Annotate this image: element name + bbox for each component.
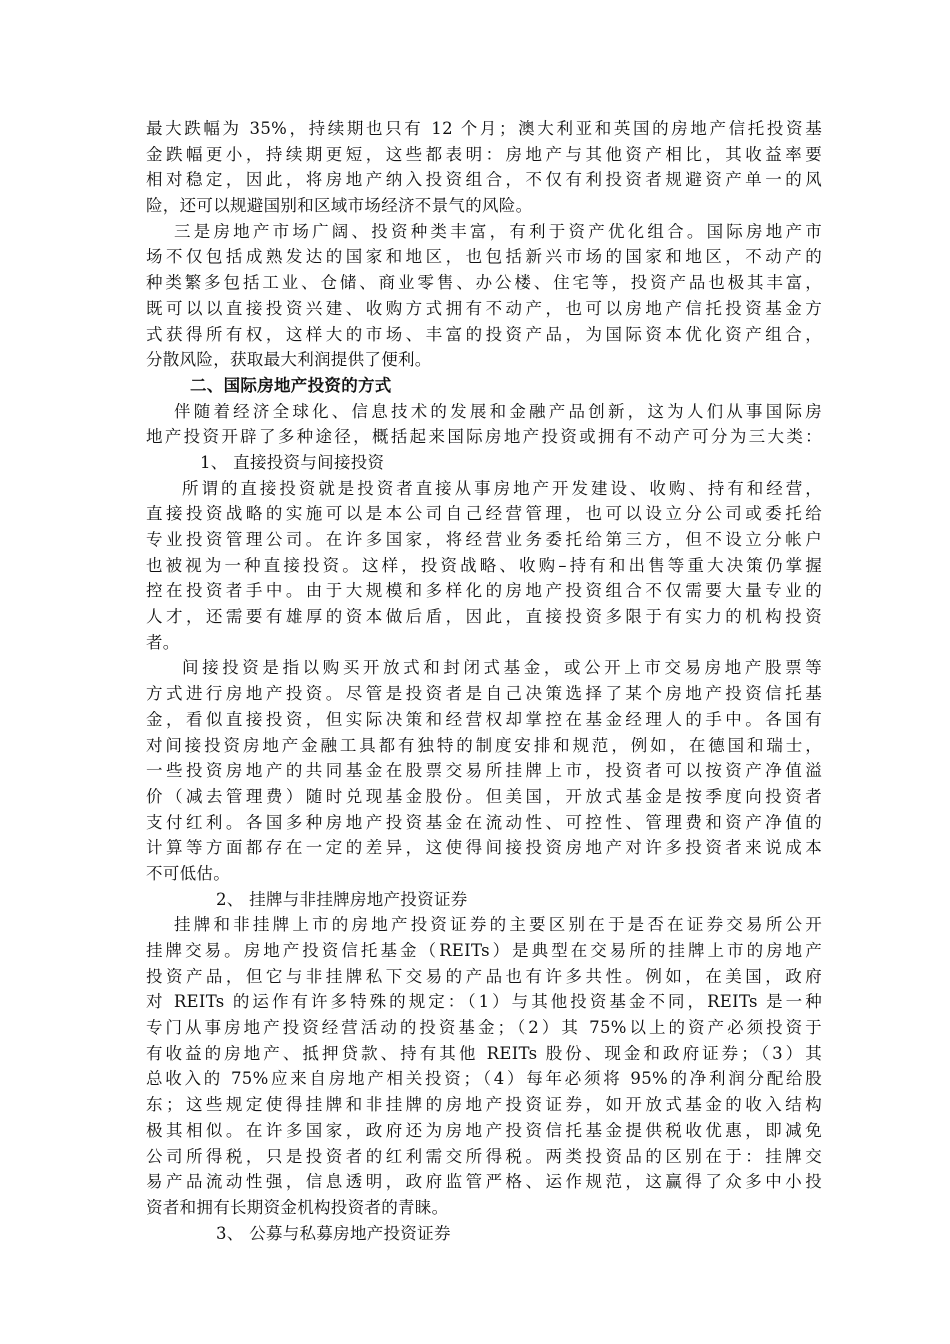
text-line: 地产投资开辟了多种途径，概括起来国际房地产投资或拥有不动产可分为三大类：: [146, 427, 822, 447]
text-line: 相对稳定，因此，将房地产纳入投资组合，不仅有利投资者规避资产单一的风: [146, 170, 822, 190]
text-line: 者。: [146, 632, 180, 652]
text-line: 既可以以直接投资兴建、收购方式拥有不动产，也可以房地产信托投资基金方: [146, 298, 822, 318]
text-line: 金跌幅更小，持续期更短，这些都表明：房地产与其他资产相比，其收益率要: [146, 144, 822, 164]
text-line: 伴随着经济全球化、信息技术的发展和金融产品创新，这为人们从事国际房: [174, 401, 822, 421]
text-line: 总收入的 75%应来自房地产相关投资；（4）每年必须将 95%的净利润分配给股: [146, 1069, 822, 1089]
text-line: 所谓的直接投资就是投资者直接从事房地产开发建设、收购、持有和经营，: [182, 478, 822, 498]
section-heading: 二、国际房地产投资的方式: [190, 375, 392, 395]
text-line: 种类繁多包括工业、仓储、商业零售、办公楼、住宅等，投资产品也极其丰富，: [146, 273, 822, 293]
text-line: 一些投资房地产的共同基金在股票交易所挂牌上市，投资者可以按资产净值溢: [146, 761, 822, 781]
text-line: 直接投资战略的实施可以是本公司自己经营管理，也可以设立分公司或委托给: [146, 504, 822, 524]
text-line: 对间接投资房地产金融工具都有独特的制度安排和规范，例如，在德国和瑞士，: [146, 735, 822, 755]
text-line: 2、 挂牌与非挂牌房地产投资证券: [216, 889, 468, 909]
document-page: [146, 116, 822, 1246]
text-line: 方式进行房地产投资。尽管是投资者是自己决策选择了某个房地产投资信托基: [146, 684, 822, 704]
text-line: 金，看似直接投资，但实际决策和经营权却掌控在基金经理人的手中。各国有: [146, 709, 822, 729]
text-line: 式获得所有权，这样大的市场、丰富的投资产品，为国际资本优化资产组合，: [146, 324, 822, 344]
text-line: 计算等方面都存在一定的差异，这使得间接投资房地产对许多投资者来说成本: [146, 838, 822, 858]
text-line: 专门从事房地产投资经营活动的投资基金；（2）其 75%以上的资产必须投资于: [146, 1018, 822, 1038]
text-line: 人才，还需要有雄厚的资本做后盾，因此，直接投资多限于有实力的机构投资: [146, 607, 822, 627]
text-line: 有收益的房地产、抵押贷款、持有其他 REITs 股份、现金和政府证券；（3）其: [146, 1043, 822, 1063]
text-line: 间接投资是指以购买开放式和封闭式基金，或公开上市交易房地产股票等: [182, 658, 822, 678]
text-line: 易产品流动性强，信息透明，政府监管严格、运作规范，这赢得了众多中小投: [146, 1172, 822, 1192]
text-line: 极其相似。在许多国家，政府还为房地产投资信托基金提供税收优惠，即减免: [146, 1120, 822, 1140]
text-line: 1、 直接投资与间接投资: [200, 452, 385, 472]
text-line: 控在投资者手中。由于大规模和多样化的房地产投资组合不仅需要大量专业的: [146, 581, 822, 601]
text-line: 最大跌幅为 35%，持续期也只有 12 个月；澳大利亚和英国的房地产信托投资基: [146, 119, 822, 138]
text-line: 价（减去管理费）随时兑现基金股份。但美国，开放式基金是按季度向投资者: [146, 786, 822, 806]
text-line: 东；这些规定使得挂牌和非挂牌的房地产投资证券，如开放式基金的收入结构: [146, 1095, 822, 1115]
text-line: 不可低估。: [146, 863, 230, 883]
text-line: 公司所得税，只是投资者的红利需交所得税。两类投资品的区别在于：挂牌交: [146, 1146, 822, 1166]
text-line: 分散风险，获取最大利润提供了便利。: [146, 350, 432, 370]
text-line: 3、 公募与私募房地产投资证券: [216, 1223, 451, 1243]
text-line: 投资产品，但它与非挂牌私下交易的产品也有许多共性。例如，在美国，政府: [146, 966, 822, 986]
text-line: 险，还可以规避国别和区域市场经济不景气的风险。: [146, 196, 533, 216]
text-line: 对 REITs 的运作有许多特殊的规定：（1）与其他投资基金不同，REITs 是一种: [146, 992, 822, 1012]
text-line: 挂牌和非挂牌上市的房地产投资证券的主要区别在于是否在证券交易所公开: [174, 915, 822, 935]
document-body: [146, 116, 822, 1246]
text-line: 三是房地产市场广阔、投资种类丰富，有利于资产优化组合。国际房地产市: [174, 221, 822, 241]
text-line: 专业投资管理公司。在许多国家，将经营业务委托给第三方，但不设立分帐户: [146, 530, 822, 549]
text-line: 支付红利。各国多种房地产投资基金在流动性、可控性、管理费和资产净值的: [146, 812, 822, 832]
text-line: 场不仅包括成熟发达的国家和地区，也包括新兴市场的国家和地区，不动产的: [146, 247, 822, 267]
text-line: 也被视为一种直接投资。这样，投资战略、收购–持有和出售等重大决策仍掌握: [146, 555, 822, 575]
text-line: 挂牌交易。房地产投资信托基金（REITs）是典型在交易所的挂牌上市的房地产: [146, 941, 822, 960]
text-line: 资者和拥有长期资金机构投资者的青睐。: [146, 1197, 449, 1217]
